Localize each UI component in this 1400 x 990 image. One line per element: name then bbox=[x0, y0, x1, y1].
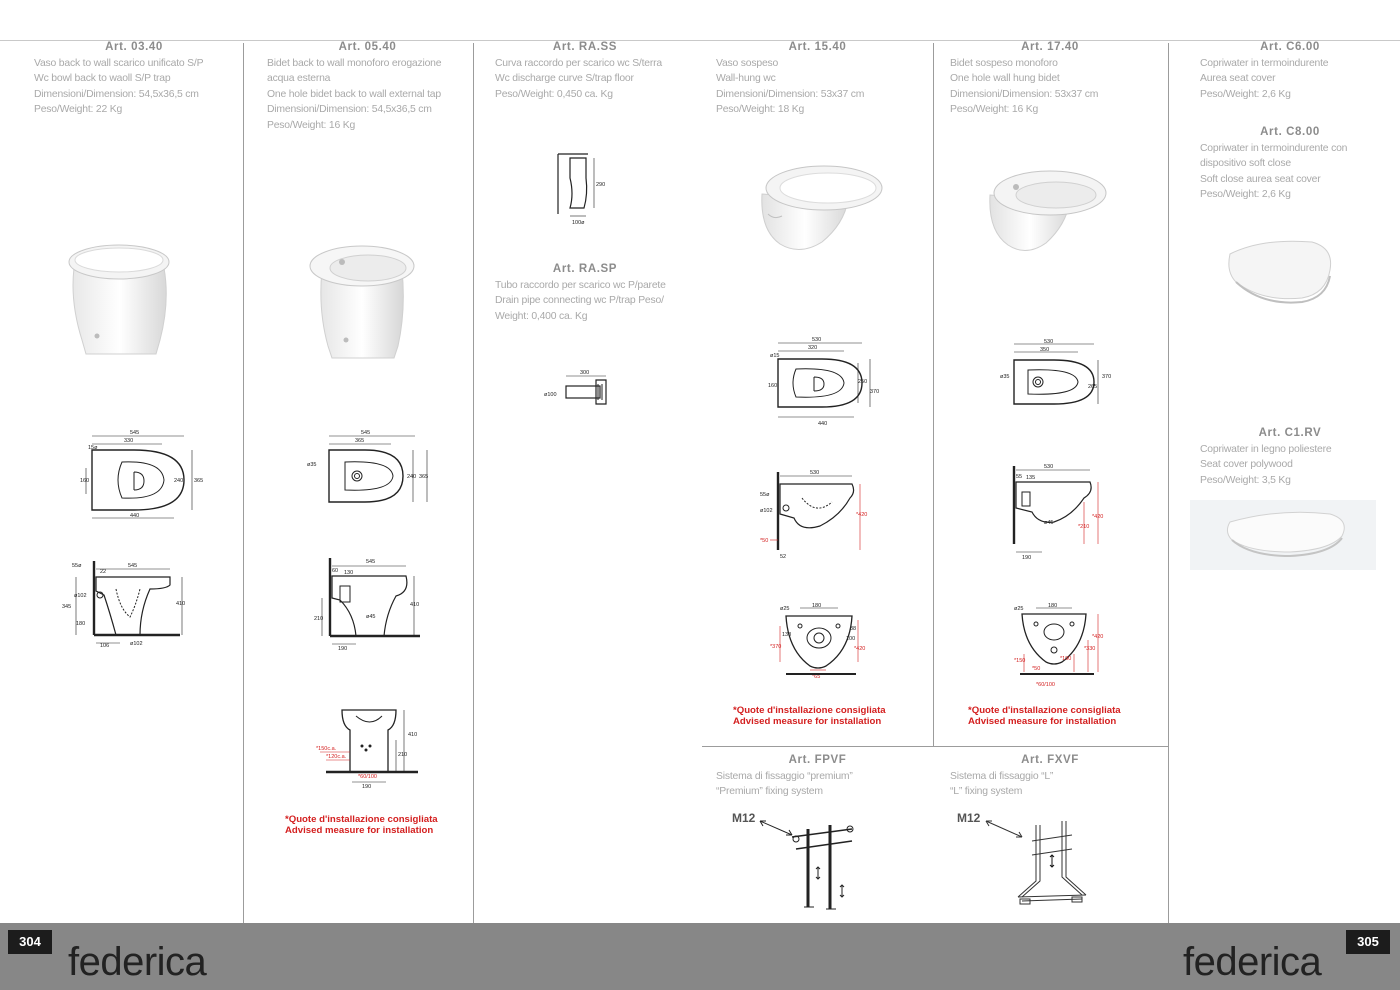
dimension-label: ø45 bbox=[366, 614, 376, 620]
floor-bidet-photo bbox=[298, 240, 418, 365]
dimension-label: 100 bbox=[846, 636, 856, 642]
description-line: Drain pipe connecting wc P/trap Peso/ Weight: 0,400 ca. Kg bbox=[495, 295, 664, 322]
description-line: Aurea seat cover bbox=[1200, 73, 1276, 85]
dimension-label: *120c.a. bbox=[326, 754, 347, 760]
dimension-label: 106 bbox=[100, 643, 110, 649]
description-line: Peso/Weight: 2,6 Kg bbox=[1200, 88, 1291, 100]
column-divider bbox=[1168, 43, 1169, 923]
description-line: Tubo raccordo per scarico wc P/parete bbox=[495, 280, 666, 291]
description-line: Copriwater in termoindurente bbox=[1200, 58, 1329, 69]
dimension-label: 320 bbox=[808, 345, 818, 351]
dimension-label: 60 bbox=[332, 568, 339, 574]
dimension-label: ø35 bbox=[1000, 374, 1010, 380]
dimension-label: 370 bbox=[870, 389, 880, 395]
product-description bbox=[1200, 56, 1390, 102]
dimension-label: ø45 bbox=[1044, 520, 1054, 526]
dimension-label: 190 bbox=[1022, 555, 1032, 561]
dimension-label: 545 bbox=[366, 559, 376, 565]
product-code: Art. RA.SS bbox=[552, 41, 618, 53]
dimension-label: 180 bbox=[812, 603, 822, 609]
dimension-label: 365 bbox=[355, 438, 365, 444]
dimension-label: *65 bbox=[812, 674, 821, 680]
dimension-label: ø25 bbox=[1014, 606, 1024, 612]
product-description bbox=[495, 278, 691, 324]
description-line: Bidet back to wall monoforo erogazione acqua esterna bbox=[267, 58, 442, 85]
dimension-label: 345 bbox=[62, 604, 72, 610]
product-description bbox=[267, 56, 463, 133]
dimension-label: 300 bbox=[580, 370, 590, 376]
m12-label: M12 bbox=[732, 811, 756, 825]
floor-wc-top-drawing bbox=[78, 428, 208, 523]
dimension-label: 545 bbox=[130, 430, 140, 436]
dimension-label: *150c.a. bbox=[316, 746, 337, 752]
description-line: Copriwater in termoindurente con dispositivo soft close bbox=[1200, 143, 1348, 170]
installation-note bbox=[733, 705, 886, 727]
description-line: Peso/Weight: 16 Kg bbox=[950, 104, 1039, 116]
description-line: Curva raccordo per scarico wc S/terra bbox=[495, 58, 662, 69]
note-line: *Quote d'installazione consigliata bbox=[968, 705, 1121, 716]
dimension-label: 190 bbox=[338, 646, 348, 652]
description-line: Dimensioni/Dimension: 53x37 cm bbox=[716, 88, 865, 100]
brand-name-right: federica bbox=[1183, 940, 1322, 984]
dimension-label: 180 bbox=[76, 621, 86, 627]
dimension-label: *150 bbox=[1014, 658, 1026, 664]
dimension-label: 38 bbox=[850, 626, 857, 632]
dimension-label: *370 bbox=[770, 644, 782, 650]
description-line: Peso/Weight: 22 Kg bbox=[34, 104, 123, 116]
s-trap-curve-drawing bbox=[548, 148, 618, 228]
description-line: Sistema di fissaggio “premium” bbox=[716, 771, 853, 782]
description-line: Dimensioni/Dimension: 53x37 cm bbox=[950, 88, 1099, 100]
column-divider bbox=[933, 43, 934, 746]
dimension-label: 530 bbox=[1044, 464, 1054, 470]
p-trap-pipe-drawing bbox=[540, 366, 620, 411]
dimension-label: *210 bbox=[1078, 524, 1090, 530]
description-line: Peso/Weight: 0,450 ca. Kg bbox=[495, 88, 613, 100]
column-divider bbox=[473, 43, 474, 923]
dimension-label: 410 bbox=[410, 602, 420, 608]
dimension-label: 138 bbox=[782, 632, 792, 638]
floor-wc-side-drawing bbox=[60, 555, 190, 650]
description-line: Copriwater in legno poliestere bbox=[1200, 444, 1332, 455]
dimension-label: 135 bbox=[1026, 475, 1036, 481]
dimension-label: ø100 bbox=[544, 392, 557, 398]
description-line: Sistema di fissaggio “L” bbox=[950, 771, 1054, 782]
description-line: Wc discharge curve S/trap floor bbox=[495, 73, 634, 85]
dimension-label: 240 bbox=[174, 478, 184, 484]
brand-name-left: federica bbox=[68, 940, 207, 984]
product-description bbox=[950, 769, 1150, 800]
description-line: Soft close aurea seat cover bbox=[1200, 173, 1321, 185]
description-line: Peso/Weight: 16 Kg bbox=[267, 119, 356, 131]
dimension-label: 55ø bbox=[760, 492, 770, 498]
dimension-label: *60/100 bbox=[358, 774, 377, 780]
description-line: Vaso back to wall scarico unificato S/P bbox=[34, 58, 204, 69]
description-line: One hole bidet back to wall external tap bbox=[267, 88, 441, 100]
dimension-label: 290 bbox=[596, 182, 606, 188]
dimension-label: 210 bbox=[398, 752, 408, 758]
description-line: Wc bowl back to waoll S/P trap bbox=[34, 73, 171, 85]
installation-note bbox=[968, 705, 1121, 727]
product-code: Art. C8.00 bbox=[1260, 126, 1320, 138]
dimension-label: 370 bbox=[1102, 374, 1112, 380]
product-code: Art. 17.40 bbox=[1021, 41, 1079, 53]
dimension-label: 130 bbox=[344, 570, 354, 576]
dimension-label: 265 bbox=[1088, 384, 1098, 390]
product-code: Art. C6.00 bbox=[1260, 41, 1320, 53]
dimension-label: 190 bbox=[362, 784, 372, 790]
description-line: Wall-hung wc bbox=[716, 73, 776, 85]
dimension-label: 365 bbox=[194, 478, 204, 484]
installation-note bbox=[285, 814, 438, 836]
note-line: Advised measure for installation bbox=[733, 716, 882, 727]
description-line: Dimensioni/Dimension: 54,5x36,5 cm bbox=[267, 104, 432, 116]
dimension-label: 15ø bbox=[88, 445, 98, 451]
description-line: Bidet sospeso monoforo bbox=[950, 58, 1058, 69]
seat-cover-photo bbox=[1222, 232, 1338, 312]
section-divider bbox=[702, 746, 1168, 747]
description-line: Dimensioni/Dimension: 54,5x36,5 cm bbox=[34, 88, 199, 100]
floor-bidet-front-drawing bbox=[312, 700, 432, 795]
product-code: Art. 05.40 bbox=[338, 41, 397, 53]
dimension-label: 545 bbox=[361, 430, 371, 436]
floor-bidet-top-drawing bbox=[305, 428, 435, 523]
description-line: Peso/Weight: 3,5 Kg bbox=[1200, 474, 1291, 486]
wall-hung-bidet-back-drawing bbox=[1004, 600, 1114, 692]
dimension-label: 160 bbox=[768, 383, 778, 389]
column-divider bbox=[243, 43, 244, 923]
note-line: *Quote d'installazione consigliata bbox=[733, 705, 886, 716]
description-line: Seat cover polywood bbox=[1200, 459, 1293, 471]
premium-fixing-frame-drawing bbox=[756, 815, 866, 915]
dimension-label: 365 bbox=[419, 474, 429, 480]
dimension-label: *50 bbox=[1032, 666, 1041, 672]
dimension-label: *420 bbox=[854, 646, 866, 652]
dimension-label: 545 bbox=[128, 563, 138, 569]
dimension-label: 530 bbox=[810, 470, 820, 476]
dimension-label: 410 bbox=[408, 732, 418, 738]
product-code: Art. RA.SP bbox=[552, 263, 618, 275]
dimension-label: *190 bbox=[1060, 656, 1072, 662]
product-description bbox=[1200, 442, 1390, 488]
product-code: Art. FPVF bbox=[788, 754, 847, 766]
dimension-label: 350 bbox=[1040, 347, 1050, 353]
product-description bbox=[34, 56, 239, 118]
dimension-label: 250 bbox=[858, 379, 868, 385]
dimension-label: 530 bbox=[812, 337, 822, 343]
description-line: Peso/Weight: 18 Kg bbox=[716, 104, 805, 116]
wall-hung-bidet-top-drawing bbox=[998, 338, 1118, 418]
product-code: Art. 03.40 bbox=[105, 41, 163, 53]
m12-label: M12 bbox=[957, 811, 981, 825]
dimension-label: *60/100 bbox=[1036, 682, 1055, 688]
dimension-label: 210 bbox=[314, 616, 324, 622]
dimension-label: 530 bbox=[1044, 339, 1054, 345]
dimension-label: ø35 bbox=[307, 462, 317, 468]
description-line: “Premium” fixing system bbox=[716, 786, 823, 798]
dimension-label: ø102 bbox=[74, 593, 87, 599]
floor-wc-photo bbox=[60, 240, 175, 360]
dimension-label: ø15 bbox=[770, 353, 780, 359]
wall-hung-wc-back-drawing bbox=[766, 600, 876, 685]
product-description bbox=[495, 56, 695, 102]
dimension-label: 440 bbox=[818, 421, 828, 427]
floor-bidet-side-drawing bbox=[310, 552, 430, 652]
wood-seat-cover-photo bbox=[1190, 500, 1376, 570]
dimension-label: *420 bbox=[1092, 634, 1104, 640]
dimension-label: *420 bbox=[1092, 514, 1104, 520]
dimension-label: *50 bbox=[760, 538, 769, 544]
dimension-label: *330 bbox=[1084, 646, 1096, 652]
product-code: Art. 15.40 bbox=[788, 41, 847, 53]
product-description bbox=[716, 769, 921, 800]
wall-hung-wc-photo bbox=[752, 160, 887, 260]
dimension-label: ø25 bbox=[780, 606, 790, 612]
note-line: *Quote d'installazione consigliata bbox=[285, 814, 438, 825]
wall-hung-bidet-photo bbox=[982, 165, 1112, 265]
product-description bbox=[1200, 141, 1390, 203]
page-number-left: 304 bbox=[8, 930, 52, 954]
dimension-label: 440 bbox=[130, 513, 140, 519]
description-line: “L” fixing system bbox=[950, 786, 1023, 798]
product-description bbox=[716, 56, 921, 118]
note-line: Advised measure for installation bbox=[285, 825, 434, 836]
description-line: Vaso sospeso bbox=[716, 58, 779, 69]
dimension-label: 180 bbox=[1048, 603, 1058, 609]
dimension-label: 100ø bbox=[572, 220, 585, 226]
dimension-label: ø102 bbox=[760, 508, 773, 514]
dimension-label: 410 bbox=[176, 601, 186, 607]
dimension-label: 55ø bbox=[72, 563, 82, 569]
dimension-label: 160 bbox=[80, 478, 90, 484]
wall-hung-wc-top-drawing bbox=[762, 335, 884, 430]
wall-hung-wc-side-drawing bbox=[756, 468, 876, 568]
description-line: One hole wall hung bidet bbox=[950, 73, 1060, 85]
product-code: Art. C1.RV bbox=[1258, 427, 1322, 439]
dimension-label: 240 bbox=[407, 474, 417, 480]
description-line: Peso/Weight: 2,6 Kg bbox=[1200, 189, 1291, 201]
dimension-label: 330 bbox=[124, 438, 134, 444]
dimension-label: *420 bbox=[856, 512, 868, 518]
dimension-label: ø102 bbox=[130, 641, 143, 647]
product-code: Art. FXVF bbox=[1021, 754, 1079, 766]
note-line: Advised measure for installation bbox=[968, 716, 1117, 727]
dimension-label: 22 bbox=[100, 569, 107, 575]
dimension-label: 52 bbox=[780, 554, 787, 560]
page-number-right: 305 bbox=[1346, 930, 1390, 954]
wall-hung-bidet-side-drawing bbox=[998, 462, 1113, 562]
l-fixing-frame-drawing bbox=[982, 815, 1092, 915]
dimension-label: 55 bbox=[1016, 474, 1023, 480]
product-description bbox=[950, 56, 1160, 118]
